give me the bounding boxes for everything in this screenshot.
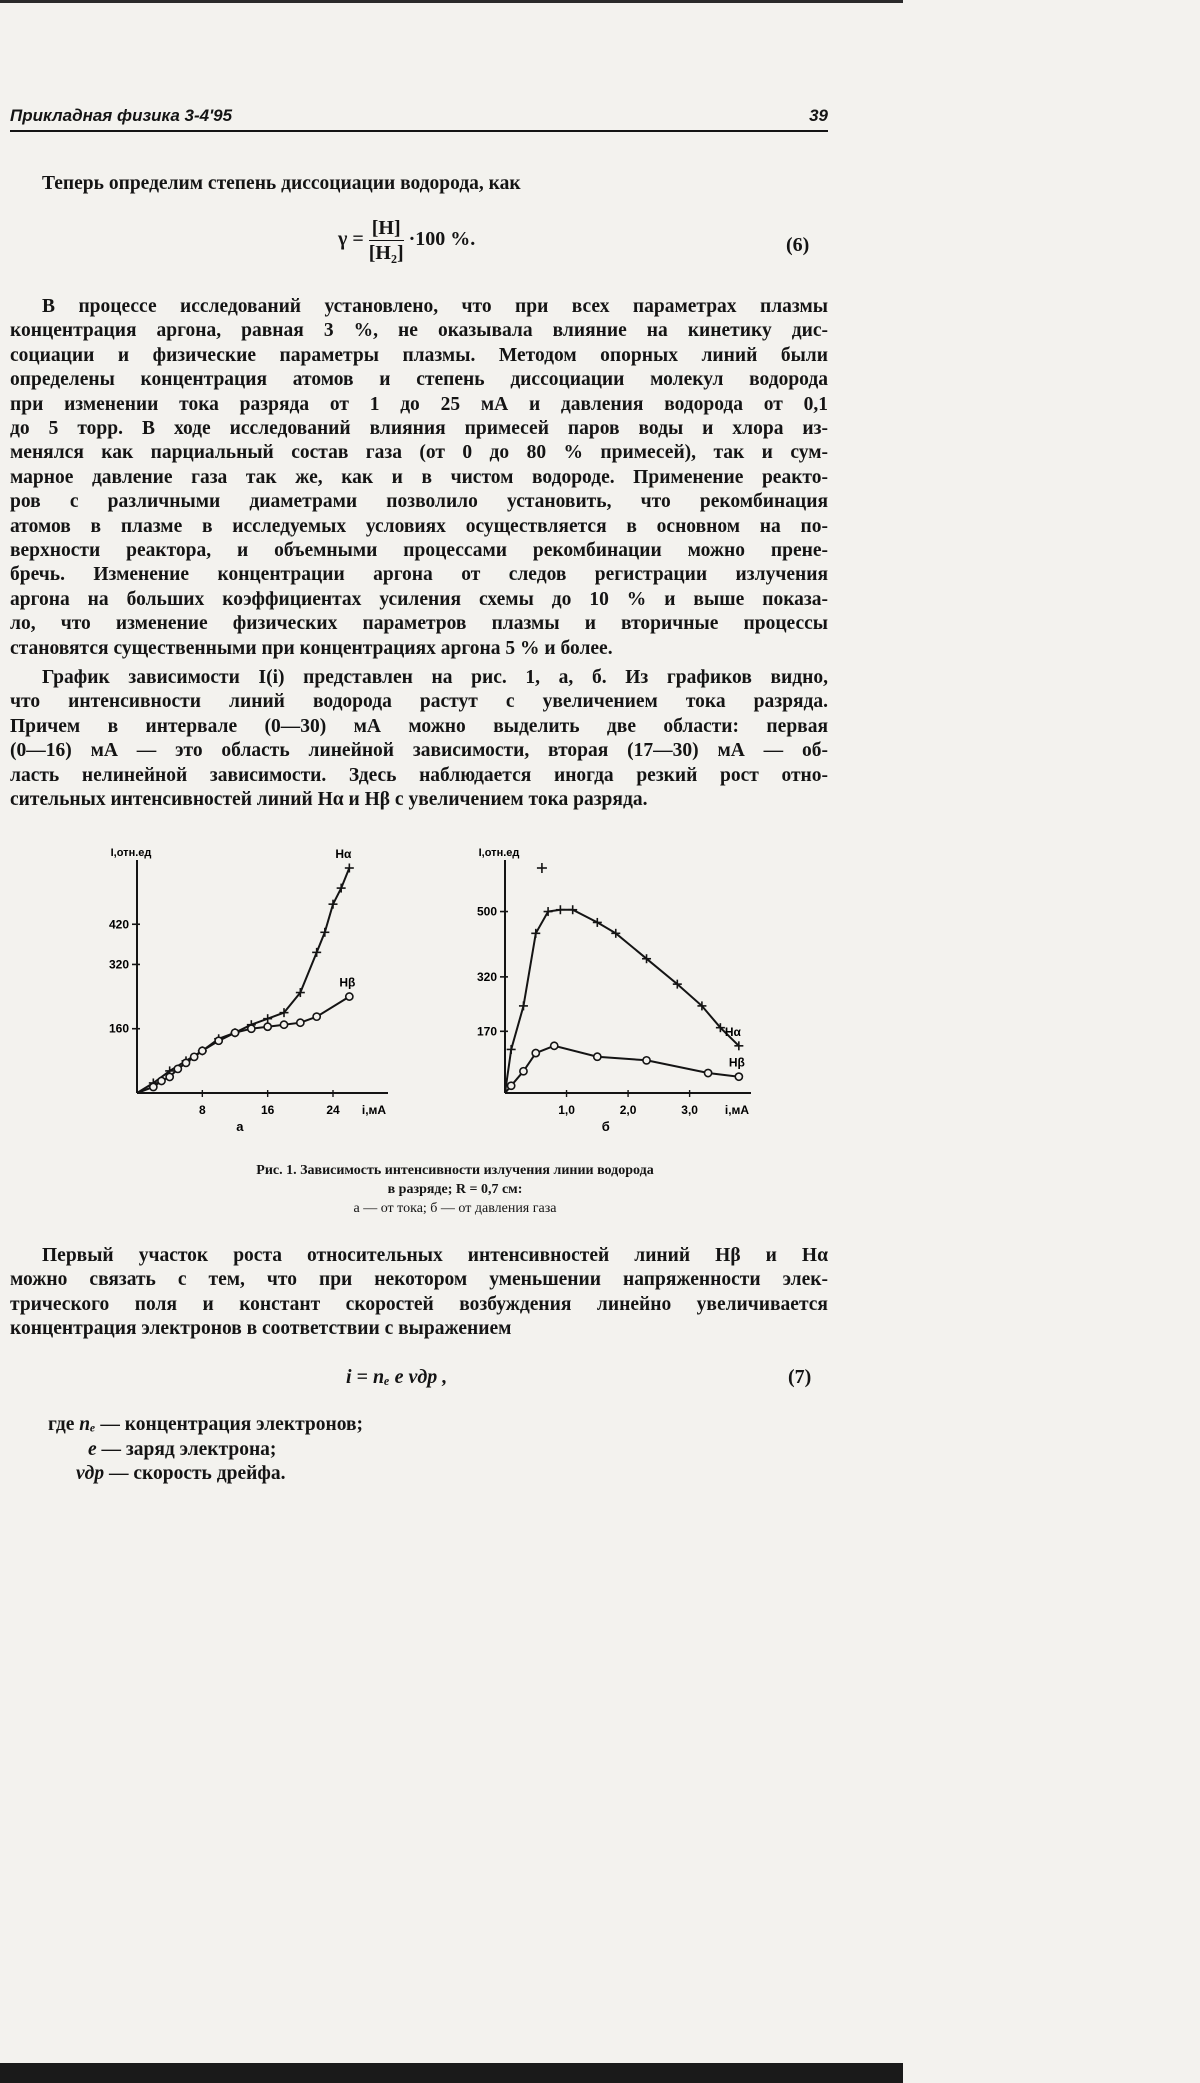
caption-line-3: а — от тока; б — от давления газа: [353, 1201, 557, 1216]
series-label: Hα: [335, 847, 352, 861]
data-point-circle: [594, 1053, 601, 1060]
data-point-plus: [568, 905, 577, 914]
paragraph2-line: (0—16) мА — это область линейной зависимости, вторая (17—30) мА — об-: [10, 740, 828, 762]
data-point-circle: [174, 1065, 181, 1072]
y-tick-label: 500: [476, 904, 497, 919]
caption-line-2: в разряде; R = 0,7 см:: [387, 1182, 523, 1197]
data-point-circle: [643, 1057, 650, 1064]
data-point-plus: [544, 907, 553, 916]
data-point-circle: [735, 1073, 742, 1080]
data-point-circle: [551, 1042, 558, 1049]
top-rule: [0, 0, 903, 3]
eq7-number: (7): [788, 1366, 812, 1388]
eq6-number: (6): [786, 234, 810, 256]
x-tick-label: 24: [326, 1103, 340, 1117]
data-point-circle: [704, 1069, 711, 1076]
definition-text: — концентрация электронов;: [95, 1414, 364, 1435]
series-label: Hα: [724, 1024, 741, 1039]
data-point-circle: [215, 1037, 222, 1044]
eq6-lhs: γ =: [338, 228, 364, 251]
data-point-circle: [199, 1047, 206, 1054]
equation-7: i = nₑ e vдр ,: [346, 1366, 448, 1388]
x-tick-label: 16: [260, 1103, 275, 1117]
paragraph1-line: социации и физические параметры плазмы. Методом опорных линий были: [10, 344, 828, 366]
data-point-plus: [531, 929, 540, 938]
y-tick-label: 420: [108, 917, 129, 932]
paragraph1-line: аргона на больших коэффициентах усиления схемы до 10 % и выше показа-: [10, 588, 828, 610]
paragraph2-line: что интенсивности линий водорода растут с увеличением тока разряда.: [10, 691, 828, 713]
data-point-plus: [312, 948, 321, 957]
paragraph1-line: верхности реактора, и объемными процессами рекомбинации можно прене-: [10, 540, 828, 562]
x-tick-label: 2,0: [619, 1103, 637, 1117]
y-axis-label: I,отн.ед: [110, 847, 152, 859]
data-point-circle: [248, 1025, 255, 1032]
panel-label: а: [236, 1119, 244, 1134]
x-axis-label: i,мА: [361, 1103, 387, 1117]
y-axis-label: I,отн.ед: [478, 847, 520, 859]
paragraph1-line: ров с различными диаметрами позволило установить, что рекомбинация: [10, 491, 828, 513]
data-point-circle: [508, 1082, 515, 1089]
paragraph2-line: сительных интенсивностей линий Hα и Hβ с увеличением тока разряда.: [10, 789, 648, 811]
x-axis-label: i,мА: [724, 1103, 750, 1117]
running-head: [10, 104, 828, 132]
figure-caption: [150, 1161, 760, 1218]
data-point-plus: [507, 1045, 516, 1054]
series-line-h-alpha: [137, 868, 349, 1093]
page-number: 39: [809, 106, 828, 125]
definition-item: [48, 1413, 363, 1438]
paragraph3-line: можно связать с тем, что при некотором уменьшении напряженности элек-: [10, 1269, 828, 1291]
chart-panel-b: [477, 847, 751, 1134]
paragraph3-line: Первый участок роста относительных интенсивностей линий Hβ и Hα: [42, 1245, 828, 1266]
paragraph1-line: ло, что изменение физических параметров плазмы и вторичные процессы: [10, 613, 828, 635]
data-point-circle: [191, 1053, 198, 1060]
data-point-outlier: [537, 863, 547, 873]
data-point-circle: [280, 1021, 287, 1028]
paragraph-3: [10, 1244, 828, 1342]
data-point-plus: [593, 918, 602, 927]
panel-label: б: [601, 1119, 610, 1134]
series-label: Hβ: [339, 975, 356, 990]
y-tick-label: 170: [476, 1024, 497, 1039]
figure-1: [0, 840, 903, 1140]
paragraph1-line: при изменении тока разряда от 1 до 25 мА и давления водорода от 0,1: [10, 393, 828, 415]
data-point-plus: [329, 900, 338, 909]
data-point-plus: [320, 928, 329, 937]
eq6-denominator: [H₂]: [368, 242, 404, 264]
chart-panel-a: [109, 847, 388, 1134]
data-point-plus: [519, 1001, 528, 1010]
definition-item: [48, 1438, 363, 1463]
x-tick-label: 8: [198, 1103, 206, 1117]
data-point-circle: [158, 1077, 165, 1084]
caption-line-1: Рис. 1. Зависимость интенсивности излучения линии водорода: [256, 1163, 654, 1178]
definitions-list: [48, 1413, 363, 1487]
data-point-circle: [346, 993, 353, 1000]
series-label: Hβ: [728, 1055, 745, 1070]
paragraph2-line: График зависимости I(i) представлен на рис. 1, а, б. Из графиков видно,: [42, 667, 828, 688]
paragraph1-line: марное давление газа так же, как и в чистом водороде. Применение реакто-: [10, 466, 828, 488]
eq6-numerator: [H]: [369, 216, 404, 241]
data-point-circle: [231, 1029, 238, 1036]
definition-symbol: e: [88, 1438, 97, 1460]
paragraph-1: [10, 295, 828, 661]
journal-title: Прикладная физика 3-4'95: [10, 106, 233, 125]
paragraph2-line: ласть нелинейной зависимости. Здесь наблюдается иногда резкий рост отно-: [10, 764, 828, 786]
paragraph3-line: трического поля и констант скоростей возбуждения линейно увеличивается: [10, 1293, 828, 1315]
paragraph2-line: Причем в интервале (0—30) мА можно выделить две области: первая: [10, 715, 828, 737]
definition-text: — скорость дрейфа.: [104, 1463, 286, 1484]
paragraph1-line: бречь. Изменение концентрации аргона от следов регистрации излучения: [10, 564, 828, 586]
data-point-circle: [297, 1019, 304, 1026]
paragraph1-line: становятся существенными при концентрациях аргона 5 % и более.: [10, 637, 613, 659]
series-line-h-alpha: [505, 910, 739, 1093]
eq6-fraction: [369, 216, 404, 265]
data-point-circle: [166, 1073, 173, 1080]
equation-6: [338, 216, 475, 265]
intro-line: Теперь определим степень диссоциации водорода, как: [42, 173, 521, 194]
paragraph1-line: до 5 торр. В ходе исследований влияния примесей паров воды и хлора из-: [10, 418, 828, 440]
x-tick-label: 3,0: [681, 1103, 698, 1117]
data-point-circle: [313, 1013, 320, 1020]
paragraph1-line: В процессе исследований установлено, что при всех параметрах плазмы: [42, 296, 828, 317]
data-point-plus: [556, 905, 565, 914]
paragraph1-line: атомов в плазме в исследуемых условиях осуществляется в основном на по-: [10, 515, 828, 537]
y-tick-label: 320: [476, 969, 497, 984]
data-point-circle: [532, 1049, 539, 1056]
definition-text: — заряд электрона;: [96, 1438, 277, 1460]
paragraph3-line: концентрация электронов в соответствии с выражением: [10, 1318, 512, 1340]
paragraph1-line: менялся как парциальный состав газа (от 0 до 80 % примесей), так и сум-: [10, 442, 828, 464]
y-tick-label: 160: [108, 1021, 129, 1036]
y-tick-label: 320: [108, 957, 129, 972]
paragraph-2: [10, 666, 828, 812]
definition-prefix: где: [48, 1414, 80, 1435]
data-point-circle: [150, 1083, 157, 1090]
data-point-plus: [345, 864, 354, 873]
data-point-plus: [263, 1014, 272, 1023]
data-point-circle: [264, 1023, 271, 1030]
definition-symbol: vдр: [76, 1463, 105, 1484]
definition-symbol: nₑ: [79, 1414, 96, 1435]
scan-bottom-edge: [0, 2063, 903, 2083]
data-point-plus: [337, 884, 346, 893]
data-point-circle: [520, 1068, 527, 1075]
definition-item: [48, 1462, 363, 1487]
eq6-rhs: ·100 %.: [408, 228, 476, 251]
paragraph1-line: концентрация аргона, равная 3 %, не оказывала влияние на кинетику дис-: [10, 320, 828, 342]
x-tick-label: 1,0: [558, 1103, 575, 1117]
paragraph1-line: определены концентрация атомов и степень диссоциации молекул водорода: [10, 369, 828, 391]
data-point-circle: [182, 1059, 189, 1066]
